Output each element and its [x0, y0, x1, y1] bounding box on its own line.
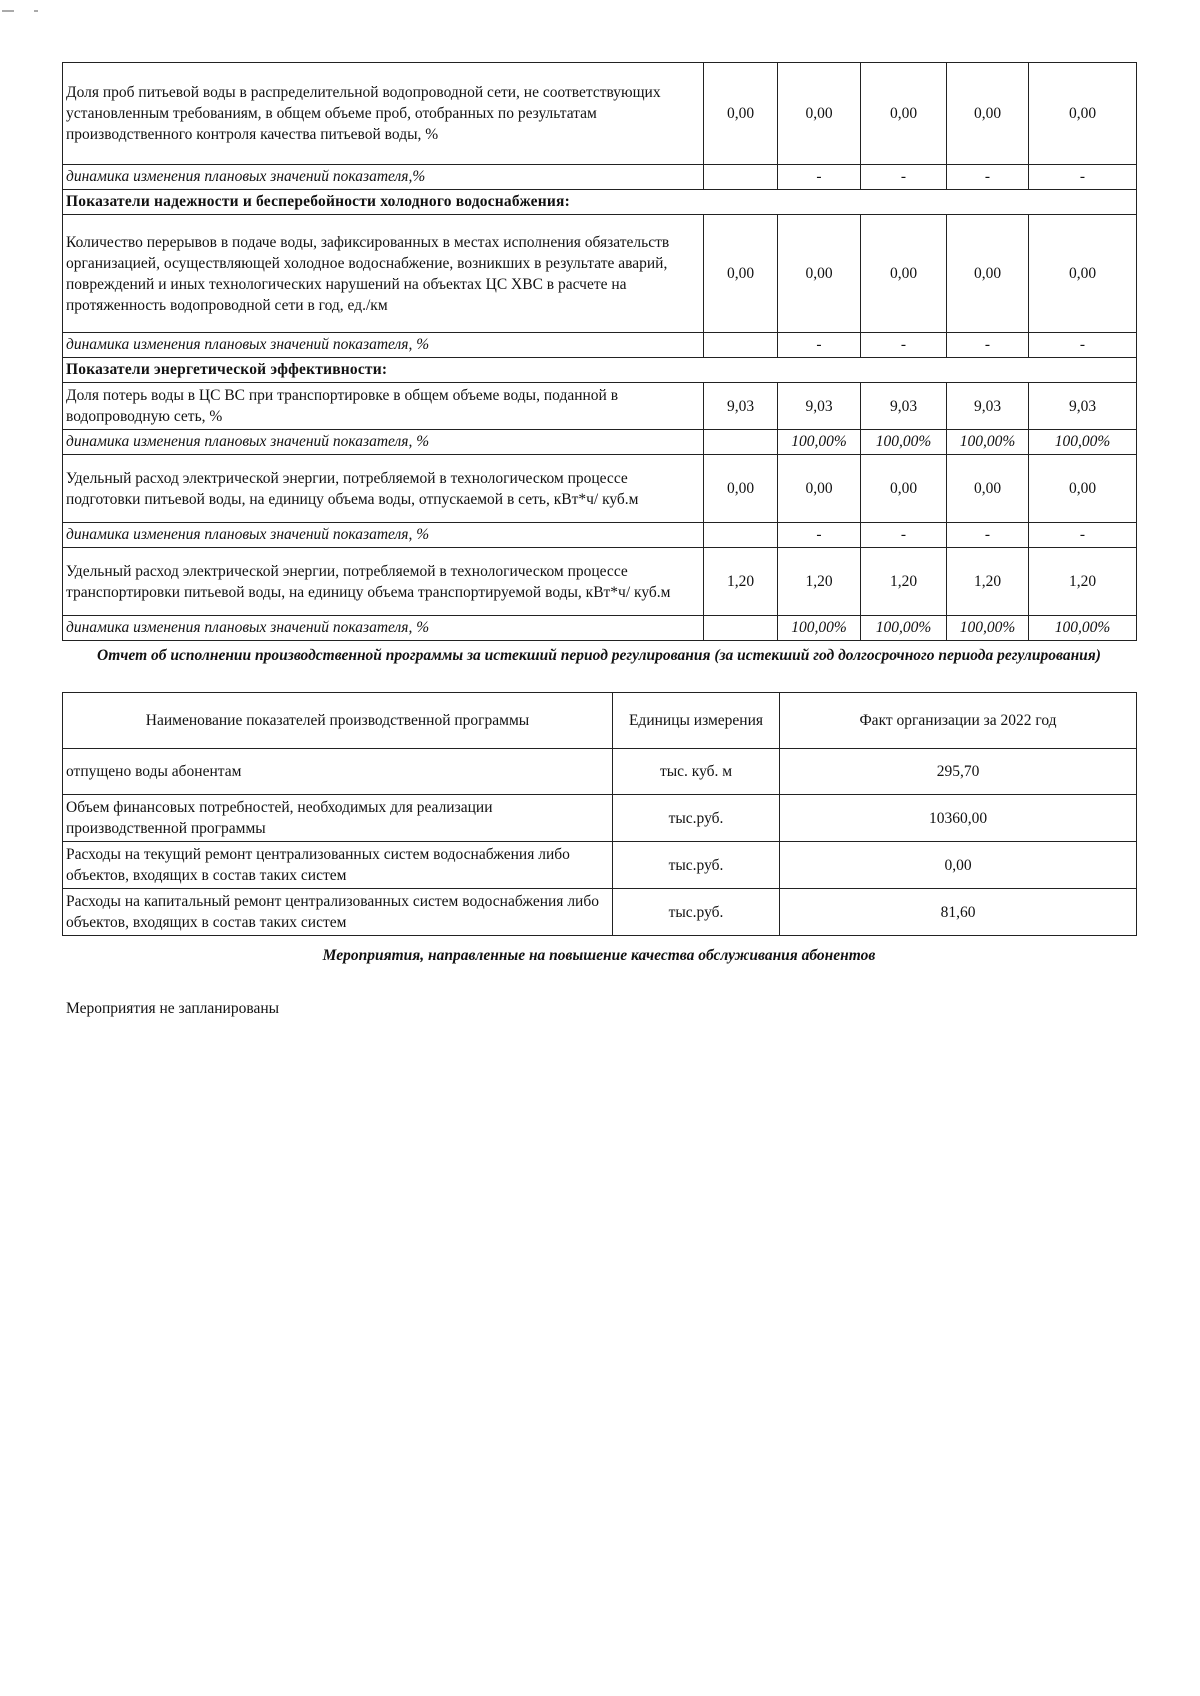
indicator-value: 0,00 — [778, 63, 861, 165]
indicator-value: - — [947, 523, 1029, 548]
indicator-value: 0,00 — [704, 455, 778, 523]
indicator-value: 1,20 — [1029, 548, 1137, 616]
indicator-value: 0,00 — [947, 63, 1029, 165]
indicator-value: - — [861, 333, 947, 358]
indicator-value — [704, 430, 778, 455]
indicator-value: 100,00% — [1029, 430, 1137, 455]
row-value: 0,00 — [780, 842, 1137, 889]
report-title: Отчет об исполнении производственной программы за истекший период регулирования (за истекший год долгосрочного периода регулирования) — [97, 647, 1101, 664]
indicator-value: - — [778, 523, 861, 548]
indicator-value: 9,03 — [861, 383, 947, 430]
indicator-value: 0,00 — [704, 215, 778, 333]
indicator-value: - — [1029, 165, 1137, 190]
indicator-row — [63, 548, 1137, 616]
indicator-value: 9,03 — [1029, 383, 1137, 430]
row-unit: тыс.руб. — [613, 795, 780, 842]
indicator-value: 100,00% — [861, 616, 947, 641]
header-fact: Факт организации за 2022 год — [780, 693, 1137, 749]
report-table — [62, 692, 1137, 936]
indicator-row — [63, 215, 1137, 333]
indicator-label: динамика изменения плановых значений показателя,% — [63, 165, 704, 190]
indicator-label: динамика изменения плановых значений показателя, % — [63, 430, 704, 455]
indicator-value: - — [861, 165, 947, 190]
table-row — [63, 749, 1137, 795]
row-name: Расходы на текущий ремонт централизованных систем водоснабжения либо объектов, входящих в состав таких систем — [63, 842, 613, 889]
indicator-label: Доля проб питьевой воды в распределительной водопроводной сети, не соответствующих установленным требованиям, в общем объеме проб, отобранных по результатам производственного контроля качества питьевой воды, % — [63, 63, 704, 165]
indicator-value: 0,00 — [1029, 215, 1137, 333]
table-row — [63, 842, 1137, 889]
section-label: Показатели энергетической эффективности: — [63, 358, 1137, 383]
row-unit: тыс.руб. — [613, 842, 780, 889]
table-row — [63, 795, 1137, 842]
indicator-value: 100,00% — [947, 616, 1029, 641]
indicator-label: динамика изменения плановых значений показателя, % — [63, 523, 704, 548]
indicator-value — [704, 616, 778, 641]
indicator-value: 0,00 — [861, 455, 947, 523]
indicator-value: 1,20 — [861, 548, 947, 616]
indicator-label: Удельный расход электрической энергии, потребляемой в технологическом процессе транспортировки питьевой воды, на единицу объема транспортируемой воды, кВт*ч/ куб.м — [63, 548, 704, 616]
indicator-value: 0,00 — [1029, 455, 1137, 523]
report-header-row — [63, 693, 1137, 749]
indicator-value — [704, 523, 778, 548]
indicator-value: 9,03 — [947, 383, 1029, 430]
indicator-label: Количество перерывов в подаче воды, зафиксированных в местах исполнения обязательств организацией, осуществляющей холодное водоснабжение, возникших в результате аварий, повреждений и иных технологических нарушений на объектах ЦС ХВС в расчете на протяженность водопроводной сети в год, ед./км — [63, 215, 704, 333]
row-name: Расходы на капитальный ремонт централизованных систем водоснабжения либо объектов, входящих в состав таких систем — [63, 889, 613, 936]
row-value: 81,60 — [780, 889, 1137, 936]
indicator-row — [63, 63, 1137, 165]
indicator-value: - — [1029, 333, 1137, 358]
indicators-table — [62, 62, 1137, 641]
indicator-label: динамика изменения плановых значений показателя, % — [63, 333, 704, 358]
section-row — [63, 190, 1137, 215]
row-unit: тыс.руб. — [613, 889, 780, 936]
indicator-value: - — [1029, 523, 1137, 548]
indicator-value: 0,00 — [1029, 63, 1137, 165]
indicator-value: 0,00 — [704, 63, 778, 165]
indicator-value — [704, 165, 778, 190]
indicator-value: 1,20 — [704, 548, 778, 616]
row-name: отпущено воды абонентам — [63, 749, 613, 795]
indicator-value: 9,03 — [704, 383, 778, 430]
header-name: Наименование показателей производственной программы — [63, 693, 613, 749]
indicator-value: 100,00% — [1029, 616, 1137, 641]
indicator-value: - — [947, 165, 1029, 190]
indicator-value: 0,00 — [778, 455, 861, 523]
dynamics-row — [63, 523, 1137, 548]
indicator-value: 0,00 — [778, 215, 861, 333]
row-value: 295,70 — [780, 749, 1137, 795]
indicator-row — [63, 383, 1137, 430]
indicator-value: 0,00 — [861, 63, 947, 165]
indicator-label: динамика изменения плановых значений показателя, % — [63, 616, 704, 641]
scan-mark — [0, 0, 40, 4]
indicator-value — [704, 333, 778, 358]
section-label: Показатели надежности и бесперебойности холодного водоснабжения: — [63, 190, 1137, 215]
indicator-value: - — [778, 333, 861, 358]
indicator-value: 100,00% — [778, 616, 861, 641]
indicator-row — [63, 455, 1137, 523]
indicator-value: 1,20 — [947, 548, 1029, 616]
table-row — [63, 889, 1137, 936]
dynamics-row — [63, 165, 1137, 190]
indicator-label: Доля потерь воды в ЦС ВС при транспортировке в общем объеме воды, поданной в водопроводную сеть, % — [63, 383, 704, 430]
measures-text: Мероприятия не запланированы — [66, 1000, 280, 1017]
indicator-value: - — [947, 333, 1029, 358]
indicator-value: 0,00 — [947, 215, 1029, 333]
row-name: Объем финансовых потребностей, необходимых для реализации производственной программы — [63, 795, 613, 842]
header-unit: Единицы измерения — [613, 693, 780, 749]
dynamics-row — [63, 333, 1137, 358]
dynamics-row — [63, 430, 1137, 455]
indicator-value: - — [778, 165, 861, 190]
indicator-value: 1,20 — [778, 548, 861, 616]
indicator-value: 0,00 — [861, 215, 947, 333]
section-row — [63, 358, 1137, 383]
dynamics-row — [63, 616, 1137, 641]
indicator-value: 100,00% — [947, 430, 1029, 455]
row-value: 10360,00 — [780, 795, 1137, 842]
indicator-value: 9,03 — [778, 383, 861, 430]
indicator-value: - — [861, 523, 947, 548]
indicator-value: 100,00% — [778, 430, 861, 455]
indicator-label: Удельный расход электрической энергии, потребляемой в технологическом процессе подготовки питьевой воды, на единицу объема воды, отпускаемой в сеть, кВт*ч/ куб.м — [63, 455, 704, 523]
measures-title: Мероприятия, направленные на повышение качества обслуживания абонентов — [322, 947, 876, 964]
row-unit: тыс. куб. м — [613, 749, 780, 795]
indicator-value: 0,00 — [947, 455, 1029, 523]
indicator-value: 100,00% — [861, 430, 947, 455]
